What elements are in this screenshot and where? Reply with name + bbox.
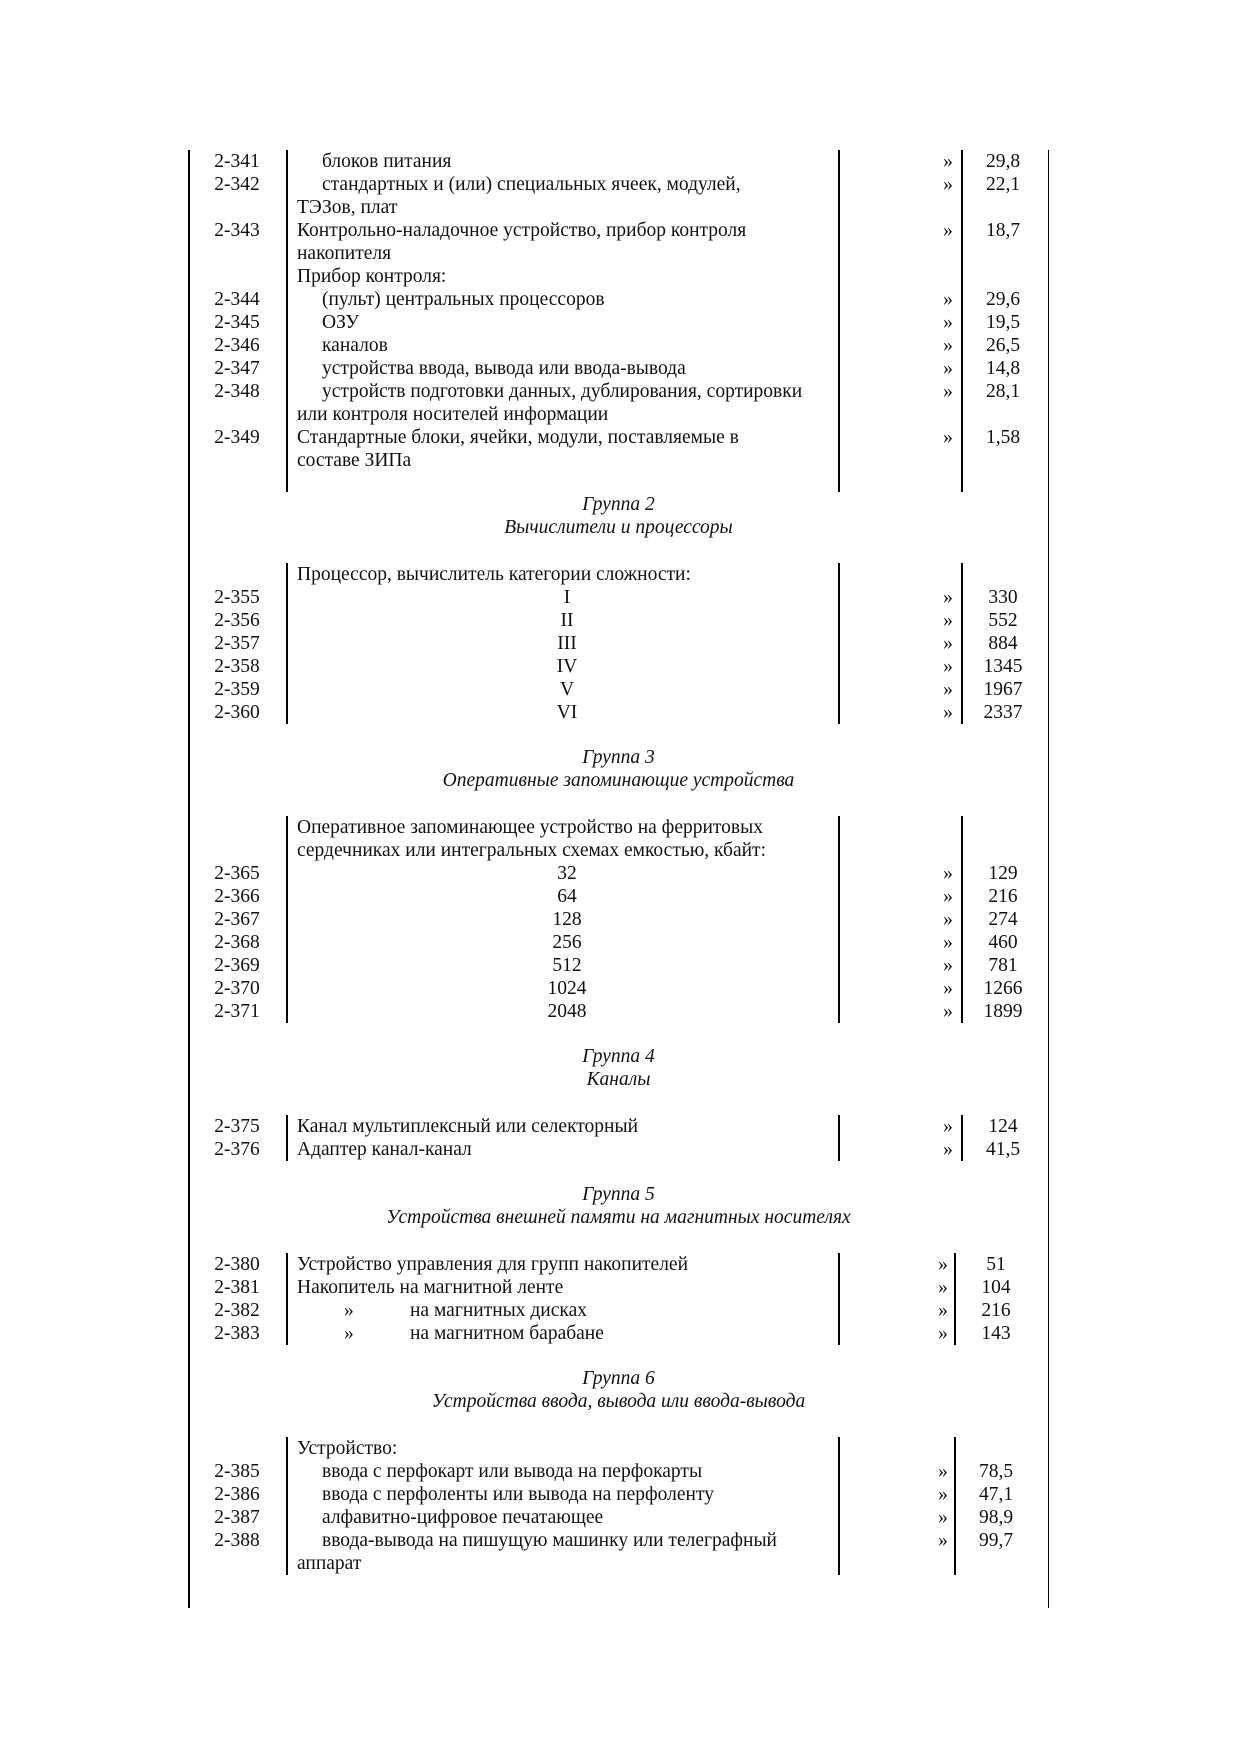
row-code: 2-348 [214,381,260,402]
row-code: 2-367 [214,909,260,930]
row-description: I [563,587,571,608]
table-row [188,1529,1049,1552]
table-row [188,977,1049,1000]
row-code: 2-387 [214,1507,260,1528]
row-description: 256 [552,932,582,953]
row-unit: » [943,909,953,930]
row-value: 216 [981,1300,1011,1321]
row-value: 2337 [983,702,1023,723]
table-row [188,1322,1049,1345]
table-row [188,1000,1049,1023]
row-value: 1266 [983,978,1023,999]
row-unit: » [938,1461,948,1482]
row-description: Процессор, вычислитель категории сложности: [297,564,691,585]
row-code: 2-366 [214,886,260,907]
table-frame [188,150,1049,1608]
row-value: 781 [988,955,1018,976]
row-value: 216 [988,886,1018,907]
row-unit: » [943,978,953,999]
row-code: 2-347 [214,358,260,379]
row-description: V [559,679,575,700]
row-code: 2-357 [214,633,260,654]
table-row [188,1460,1049,1483]
group-title: Группа 5 [582,1184,655,1205]
row-code: 2-371 [214,1001,260,1022]
row-description: III [557,633,577,654]
row-unit: » [943,587,953,608]
row-code: 2-368 [214,932,260,953]
row-unit: » [938,1300,948,1321]
row-value: 124 [988,1116,1018,1137]
table-row [188,1437,1049,1460]
row-code: 2-358 [214,656,260,677]
row-value: 1,58 [985,427,1021,448]
row-code: 2-359 [214,679,260,700]
row-description: IV [556,656,578,677]
table-row [188,242,1049,265]
row-code: 2-355 [214,587,260,608]
row-description: на магнитном барабане [410,1323,604,1344]
row-value: 51 [986,1254,1006,1275]
row-description: аппарат [297,1553,362,1574]
row-code: 2-346 [214,335,260,356]
row-description: Накопитель на магнитной ленте [297,1277,564,1298]
row-unit: » [943,381,953,402]
row-value: 18,7 [985,220,1021,241]
row-value: 1967 [983,679,1023,700]
row-value: 1345 [983,656,1023,677]
row-description: устройств подготовки данных, дублирования, сортировки [322,381,803,402]
row-value: 41,5 [985,1139,1021,1160]
row-description: 64 [557,886,577,907]
row-value: 330 [988,587,1018,608]
row-code: 2-383 [214,1323,260,1344]
row-description: устройства ввода, вывода или ввода-вывода [322,358,686,379]
row-value: 22,1 [985,174,1021,195]
table-row [188,1483,1049,1506]
row-value: 29,8 [985,151,1021,172]
row-description: ввода с перфокарт или вывода на перфокарты [322,1461,703,1482]
row-value: 143 [981,1323,1011,1344]
section-1 [188,150,1049,492]
row-description: ТЭЗов, плат [297,197,398,218]
row-description: VI [556,702,578,723]
row-description: Устройство управления для групп накопителей [297,1254,689,1275]
row-value: 884 [988,633,1018,654]
row-description: II [560,610,574,631]
row-value: 99,7 [978,1530,1014,1551]
row-description: алфавитно-цифровое печатающее [322,1507,604,1528]
row-code: 2-370 [214,978,260,999]
row-value: 26,5 [985,335,1021,356]
row-code: 2-369 [214,955,260,976]
row-unit: » [943,610,953,631]
row-value: 274 [988,909,1018,930]
row-description: или контроля носителей информации [297,404,609,425]
row-value: 98,9 [978,1507,1014,1528]
row-description: каналов [322,335,388,356]
row-description: Стандартные блоки, ячейки, модули, поставляемые в [297,427,739,448]
row-unit: » [943,174,953,195]
table-row [188,954,1049,977]
row-unit: » [938,1323,948,1344]
row-description: на магнитных дисках [410,1300,587,1321]
table-row [188,1506,1049,1529]
row-description: блоков питания [322,151,452,172]
row-code: 2-375 [214,1116,260,1137]
row-description: 1024 [547,978,587,999]
row-description: 128 [552,909,582,930]
row-unit: » [943,702,953,723]
table-row [188,1138,1049,1161]
table-row [188,1276,1049,1299]
row-code: 2-388 [214,1530,260,1551]
row-code: 2-376 [214,1139,260,1160]
row-description: сердечниках или интегральных схемах емкостью, кбайт: [297,840,766,861]
row-code: 2-386 [214,1484,260,1505]
row-value: 19,5 [985,312,1021,333]
row-unit: » [938,1254,948,1275]
group-4-table [188,1115,1049,1161]
row-unit: » [943,220,953,241]
row-ditto-mark: » [344,1323,354,1344]
row-unit: » [943,863,953,884]
row-code: 2-381 [214,1277,260,1298]
row-code: 2-382 [214,1300,260,1321]
group-6-table [188,1437,1049,1575]
row-value: 47,1 [978,1484,1014,1505]
table-row [188,334,1049,357]
row-value: 129 [988,863,1018,884]
row-description: Устройство: [297,1438,398,1459]
row-code: 2-345 [214,312,260,333]
row-description: (пульт) центральных процессоров [322,289,605,310]
row-code: 2-344 [214,289,260,310]
row-description: Канал мультиплексный или селекторный [297,1116,639,1137]
row-unit: » [943,886,953,907]
group-title: Группа 6 [582,1368,655,1389]
group-subtitle: Вычислители и процессоры [504,517,733,538]
table-row [188,678,1049,701]
row-unit: » [938,1277,948,1298]
row-unit: » [943,335,953,356]
row-description: 512 [552,955,582,976]
table-row [188,1552,1049,1575]
row-value: 28,1 [985,381,1021,402]
row-value: 29,6 [985,289,1021,310]
group-subtitle: Устройства ввода, вывода или ввода-вывода [431,1391,806,1412]
group-title: Группа 3 [582,747,655,768]
row-unit: » [943,358,953,379]
row-unit: » [943,289,953,310]
group-3-table [188,816,1049,1023]
table-row [188,288,1049,311]
table-row [188,609,1049,632]
row-description: Контрольно-наладочное устройство, прибор контроля [297,220,747,241]
table-row [188,196,1049,219]
row-description: ОЗУ [322,312,360,333]
row-unit: » [938,1530,948,1551]
row-code: 2-341 [214,151,260,172]
row-ditto-mark: » [344,1300,354,1321]
group-title: Группа 4 [582,1046,655,1067]
row-value: 552 [988,610,1018,631]
row-description: ввода с перфоленты или вывода на перфоленту [322,1484,715,1505]
row-value: 1899 [983,1001,1023,1022]
row-code: 2-356 [214,610,260,631]
row-value: 460 [988,932,1018,953]
table-row [188,885,1049,908]
table-row [188,563,1049,586]
group-subtitle: Каналы [586,1069,651,1090]
table-row [188,701,1049,724]
table-row [188,403,1049,426]
row-unit: » [943,151,953,172]
table-row [188,173,1049,196]
row-code: 2-349 [214,427,260,448]
row-unit: » [943,633,953,654]
table-row [188,426,1049,449]
group-title: Группа 2 [582,494,655,515]
group-subtitle: Устройства внешней памяти на магнитных носителях [386,1207,851,1228]
table-row [188,862,1049,885]
table-row [188,449,1049,472]
table-row [188,1299,1049,1322]
row-code: 2-380 [214,1254,260,1275]
row-value: 14,8 [985,358,1021,379]
group-subtitle: Оперативные запоминающие устройства [442,770,795,791]
row-code: 2-360 [214,702,260,723]
row-value: 104 [981,1277,1011,1298]
row-unit: » [943,932,953,953]
row-unit: » [943,427,953,448]
row-code: 2-365 [214,863,260,884]
row-description: накопителя [297,243,392,264]
table-row [188,655,1049,678]
table-row [188,1253,1049,1276]
table-row [188,380,1049,403]
row-description: стандартных и (или) специальных ячеек, модулей, [322,174,741,195]
row-description: Прибор контроля: [297,266,447,287]
row-description: Оперативное запоминающее устройство на ферритовых [297,817,763,838]
row-description: ввода-вывода на пишущую машинку или телеграфный [322,1530,777,1551]
row-unit: » [943,312,953,333]
row-code: 2-343 [214,220,260,241]
row-code: 2-342 [214,174,260,195]
row-unit: » [943,1139,953,1160]
table-row [188,150,1049,173]
row-unit: » [938,1484,948,1505]
table-row [188,219,1049,242]
group-2-table [188,563,1049,724]
row-unit: » [938,1507,948,1528]
row-unit: » [943,955,953,976]
row-description: 2048 [547,1001,587,1022]
row-unit: » [943,1001,953,1022]
row-description: составе ЗИПа [297,450,412,471]
row-code: 2-385 [214,1461,260,1482]
row-unit: » [943,679,953,700]
row-unit: » [943,1116,953,1137]
table-row [188,357,1049,380]
table-row [188,931,1049,954]
group-5-table [188,1253,1049,1345]
table-row [188,632,1049,655]
row-value: 78,5 [978,1461,1014,1482]
table-row [188,816,1049,839]
table-row [188,586,1049,609]
table-row [188,839,1049,862]
table-row [188,908,1049,931]
row-unit: » [943,656,953,677]
table-row [188,1115,1049,1138]
row-description: Адаптер канал-канал [297,1139,472,1160]
table-row [188,265,1049,288]
table-row [188,311,1049,334]
row-description: 32 [557,863,577,884]
